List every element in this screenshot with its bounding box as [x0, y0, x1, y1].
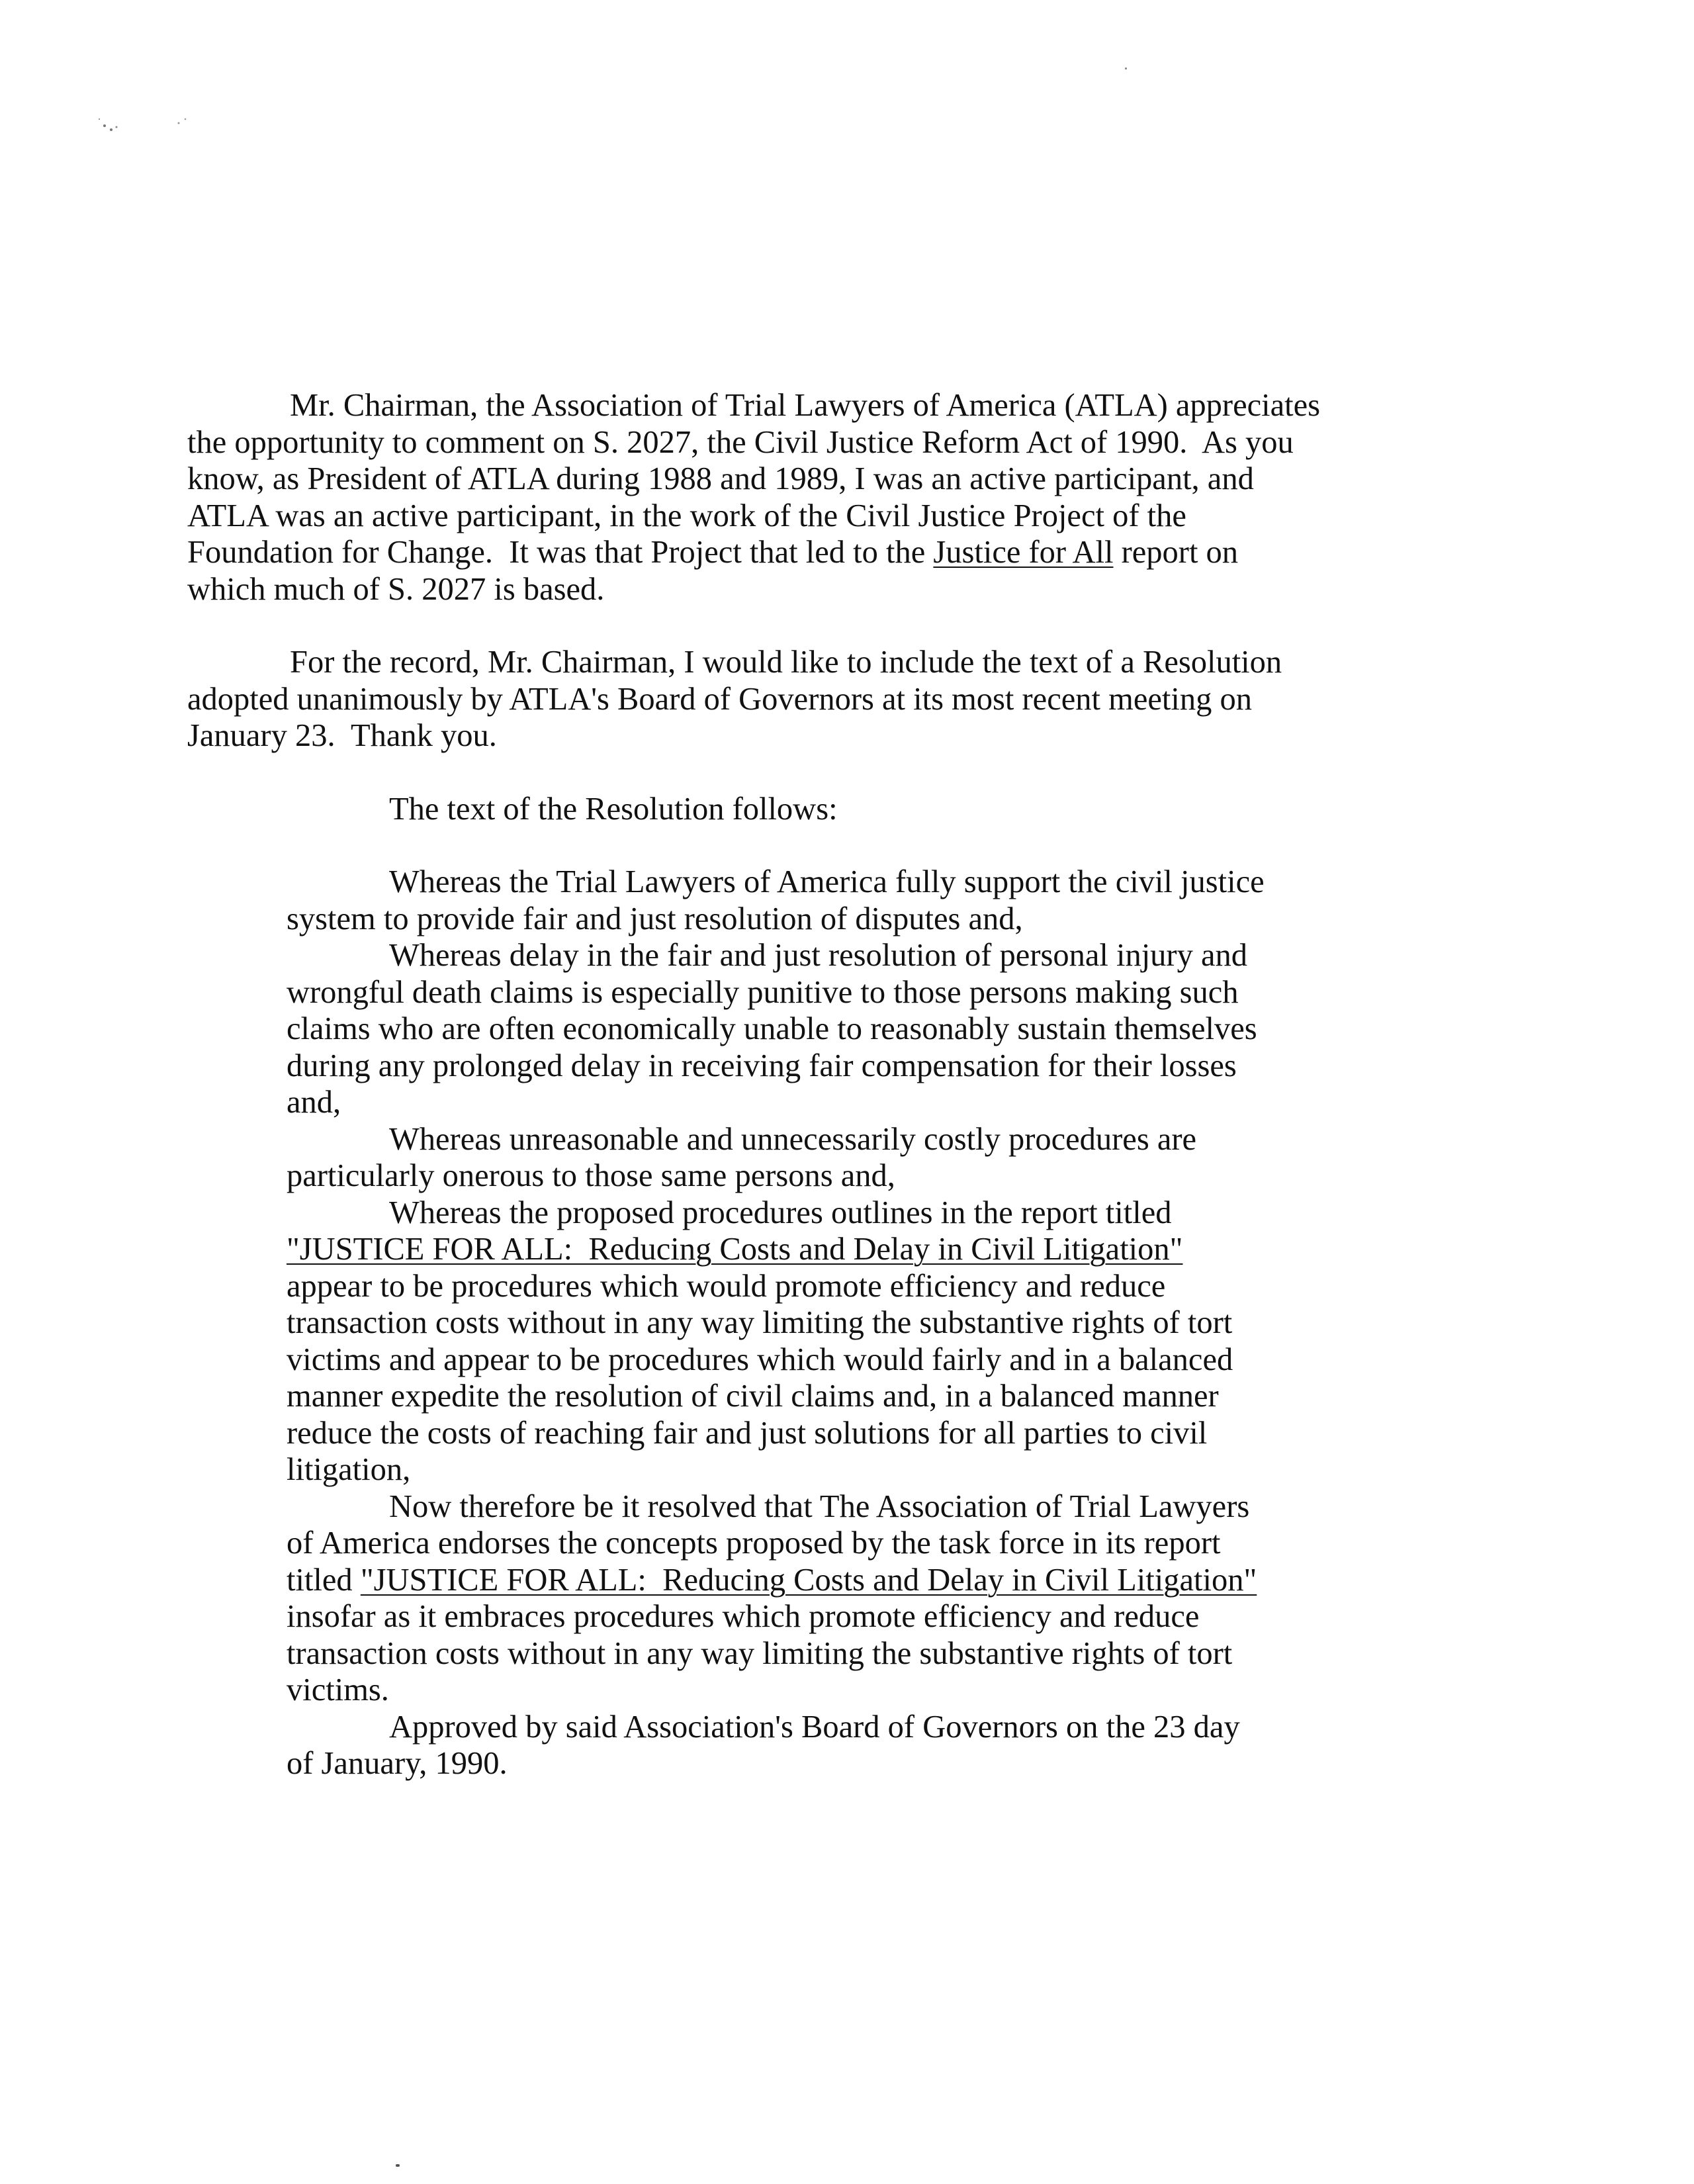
report-title-underlined: "JUSTICE FOR ALL: Reducing Costs and Delay in Civil Litigation"	[360, 1562, 1257, 1598]
text-line: Whereas delay in the fair and just resolution of personal injury and	[389, 938, 1247, 973]
text-line: and,	[287, 1085, 341, 1120]
text-line: January 23. Thank you.	[187, 718, 497, 753]
text-line: during any prolonged delay in receiving fair compensation for their losses	[287, 1048, 1237, 1083]
text-line	[187, 534, 1504, 571]
text-line: know, as President of ATLA during 1988 and 1989, I was an active participant, and	[187, 461, 1254, 496]
text-line: insofar as it embraces procedures which promote efficiency and reduce	[287, 1599, 1200, 1634]
text-line: Approved by said Association's Board of Governors on the 23 day	[389, 1709, 1240, 1745]
text-line: particularly onerous to those same persons and,	[287, 1158, 895, 1193]
text-line: adopted unanimously by ATLA's Board of Governors at its most recent meeting on	[187, 681, 1252, 717]
scan-specks	[79, 93, 225, 146]
text-line: For the record, Mr. Chairman, I would like to include the text of a Resolution	[290, 645, 1282, 680]
text-line	[287, 1231, 1504, 1268]
text-line: Whereas the Trial Lawyers of America fully support the civil justice	[389, 864, 1265, 899]
text-line: victims.	[287, 1672, 389, 1707]
text-line: system to provide fair and just resolution of disputes and,	[287, 901, 1023, 936]
text-line: claims who are often economically unable to reasonably sustain themselves	[287, 1011, 1257, 1046]
text-line: victims and appear to be procedures which would fairly and in a balanced	[287, 1342, 1233, 1377]
text-line: Whereas unreasonable and unnecessarily costly procedures are	[389, 1121, 1197, 1157]
text-segment: Foundation for Change. It was that Project that led to the	[187, 535, 934, 570]
scan-speck	[1125, 68, 1127, 69]
intro-paragraph	[187, 387, 1504, 608]
text-line: litigation,	[287, 1452, 411, 1487]
record-paragraph	[187, 644, 1504, 754]
report-title-underlined: "JUSTICE FOR ALL: Reducing Costs and Delay in Civil Litigation"	[287, 1232, 1183, 1267]
text-line: wrongful death claims is especially punitive to those persons making such	[287, 974, 1239, 1010]
text-line: reduce the costs of reaching fair and just solutions for all parties to civil	[287, 1415, 1208, 1451]
text-segment: titled	[287, 1562, 361, 1598]
text-line: of January, 1990.	[287, 1746, 508, 1781]
resolution-text	[187, 864, 1504, 1782]
document-body	[187, 387, 1504, 1782]
report-title-underlined: Justice for All	[933, 535, 1114, 570]
text-line: the opportunity to comment on S. 2027, the Civil Justice Reform Act of 1990. As you	[187, 424, 1294, 460]
text-line: transaction costs without in any way limiting the substantive rights of tort	[287, 1635, 1233, 1671]
text-line	[287, 1562, 1504, 1599]
text-line: transaction costs without in any way limiting the substantive rights of tort	[287, 1305, 1233, 1340]
text-line: appear to be procedures which would promote efficiency and reduce	[287, 1268, 1166, 1304]
resolution-intro: The text of the Resolution follows:	[389, 791, 838, 827]
text-line: Now therefore be it resolved that The Association of Trial Lawyers	[389, 1488, 1250, 1524]
text-line: of America endorses the concepts proposed by the task force in its report	[287, 1525, 1221, 1561]
text-line: Whereas the proposed procedures outlines in the report titled	[389, 1195, 1172, 1230]
text-line: ATLA was an active participant, in the work of the Civil Justice Project of the	[187, 498, 1186, 533]
text-line: manner expedite the resolution of civil claims and, in a balanced manner	[287, 1379, 1219, 1414]
text-line: which much of S. 2027 is based.	[187, 571, 605, 607]
text-line: Mr. Chairman, the Association of Trial Lawyers of America (ATLA) appreciates	[290, 388, 1320, 423]
scan-speck	[396, 2164, 400, 2167]
text-segment: report on	[1113, 535, 1239, 570]
